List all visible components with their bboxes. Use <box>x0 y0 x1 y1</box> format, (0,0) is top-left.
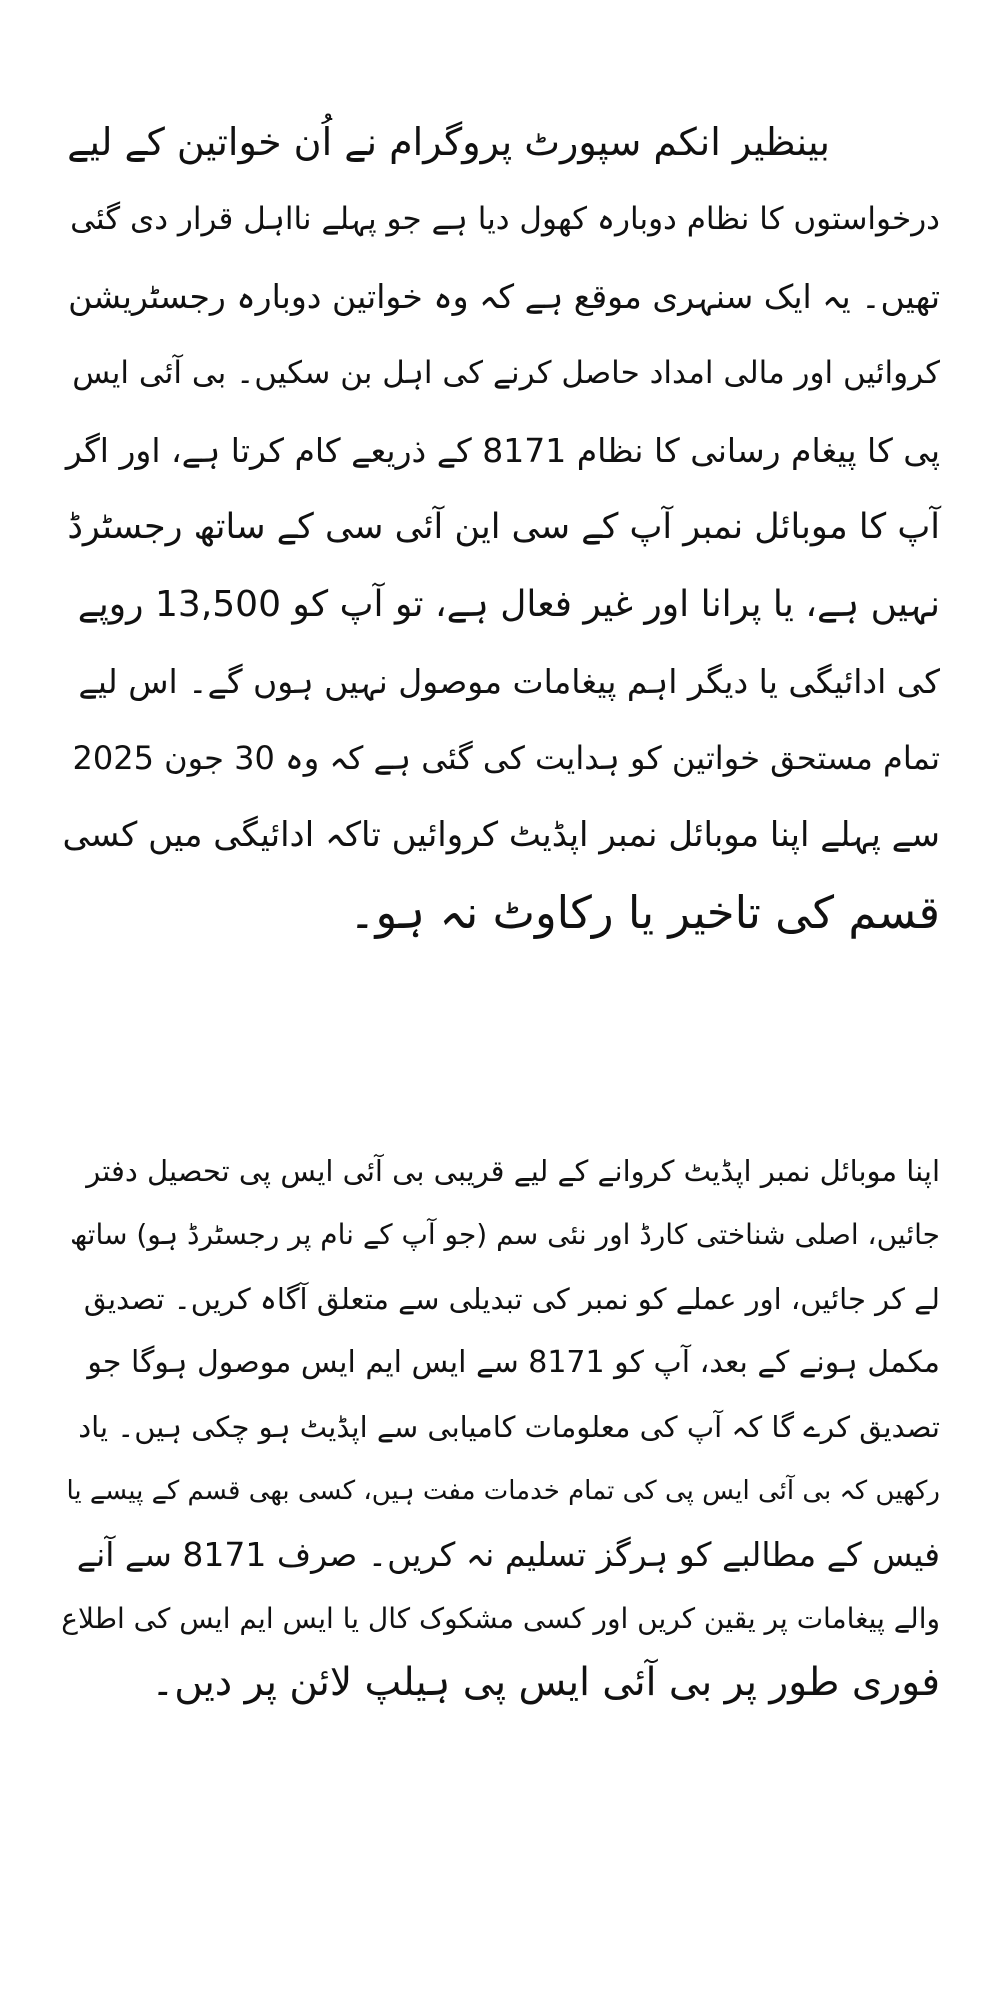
text-line: سے پہلے اپنا موبائل نمبر اپڈیٹ کروائیں تاکہ ادائیگی میں کسی <box>62 815 940 855</box>
text-line: لے کر جائیں، اور عملے کو نمبر کی تبدیلی سے متعلق آگاہ کریں۔ تصدیق <box>83 1282 940 1316</box>
text-line: قسم کی تاخیر یا رکاوٹ نہ ہو۔ <box>349 886 940 939</box>
text-line: تمام مستحق خواتین کو ہدایت کی گئی ہے کہ وہ 30 جون 2025 <box>72 739 940 777</box>
text-line: بینظیر انکم سپورٹ پروگرام نے اُن خواتین کے لیے <box>67 120 830 164</box>
text-line: تصدیق کرے گا کہ آپ کی معلومات کامیابی سے اپڈیٹ ہو چکی ہیں۔ یاد <box>78 1410 940 1444</box>
text-line: مکمل ہونے کے بعد، آپ کو 8171 سے ایس ایم ایس موصول ہوگا جو <box>87 1345 940 1380</box>
text-line: نہیں ہے، یا پرانا اور غیر فعال ہے، تو آپ کو 13,500 روپے <box>77 584 940 625</box>
text-line: کی ادائیگی یا دیگر اہم پیغامات موصول نہیں ہوں گے۔ اس لیے <box>78 662 940 701</box>
paragraph-mobile-update <box>60 1139 940 1715</box>
text-line: فیس کے مطالبے کو ہرگز تسلیم نہ کریں۔ صرف 8171 سے آنے <box>76 1535 940 1574</box>
text-line: فوری طور پر بی آئی ایس پی ہیلپ لائن پر دیں۔ <box>151 1660 940 1705</box>
text-line: کروائیں اور مالی امداد حاصل کرنے کی اہل بن سکیں۔ بی آئی ایس <box>72 355 940 391</box>
text-line: پی کا پیغام رسانی کا نظام 8171 کے ذریعے کام کرتا ہے، اور اگر <box>65 431 940 470</box>
text-line: رکھیں کہ بی آئی ایس پی کی تمام خدمات مفت ہیں، کسی بھی قسم کے پیسے یا <box>66 1476 940 1506</box>
text-line: آپ کا موبائل نمبر آپ کے سی این آئی سی کے ساتھ رجسٹرڈ <box>67 507 940 547</box>
text-line: اپنا موبائل نمبر اپڈیٹ کروانے کے لیے قریبی بی آئی ایس پی تحصیل دفتر <box>86 1154 940 1188</box>
text-line: تھیں۔ یہ ایک سنہری موقع ہے کہ وہ خواتین دوبارہ رجسٹریشن <box>68 277 940 316</box>
text-line: درخواستوں کا نظام دوبارہ کھول دیا ہے جو پہلے نااہل قرار دی گئی <box>70 201 940 237</box>
paragraph-registration <box>60 104 940 951</box>
text-line: والے پیغامات پر یقین کریں اور کسی مشکوک کال یا ایس ایم ایس کی اطلاع <box>61 1602 940 1635</box>
text-line: جائیں، اصلی شناختی کارڈ اور نئی سم (جو آپ کے نام پر رجسٹرڈ ہو) ساتھ <box>69 1218 940 1251</box>
